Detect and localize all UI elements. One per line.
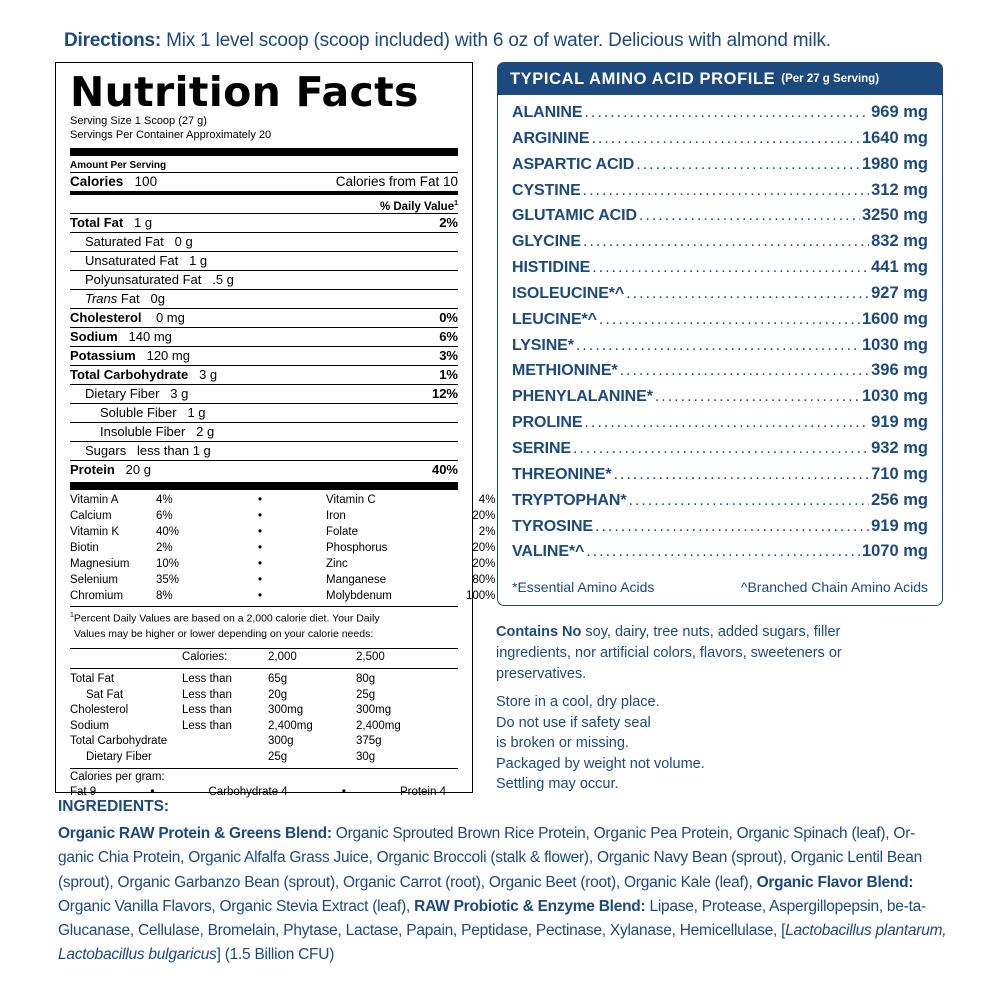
polyunsaturated-fat-row [70, 270, 458, 289]
amino-row [512, 517, 928, 543]
amino-value: 1600 mg [861, 309, 928, 328]
serving-size: Serving Size 1 Scoop (27 g) [70, 115, 207, 127]
dot-leader [584, 104, 869, 122]
amino-name: ISOLEUCINE*^ [512, 284, 625, 302]
total-carb-row [70, 365, 458, 384]
dv-table-cell: 25g [268, 750, 288, 763]
vitamin-name: Vitamin A [70, 494, 119, 506]
vitamin-value: 35% [156, 574, 180, 586]
dot-leader [636, 156, 860, 174]
cholesterol-amount: 0 mg [155, 310, 185, 325]
dv-table-cell: Less than [182, 673, 232, 685]
amino-value: 1030 mg [861, 387, 928, 406]
dietary-fiber-label: Dietary Fiber [85, 386, 160, 401]
protein-label: Protein [70, 462, 115, 477]
dot-leader [599, 311, 860, 329]
dot-leader [655, 388, 860, 406]
dv-table-cell: 30g [356, 750, 376, 763]
amino-row [512, 310, 928, 336]
bcaa-footnote: ^Branched Chain Amino Acids [740, 579, 928, 595]
footnote-sup: 1 [70, 612, 74, 619]
amino-row [512, 413, 928, 439]
bullet: • [258, 526, 263, 538]
soluble-fiber-label: Soluble Fiber [100, 405, 177, 420]
dv-table-cell: 2,400mg [356, 719, 401, 732]
dv-table-cell: Total Fat [70, 673, 115, 685]
vitamin-name: Phosphorus [326, 542, 388, 554]
amino-row [512, 284, 928, 310]
vitamin-name: Iron [326, 510, 346, 522]
amino-header [498, 63, 942, 95]
storage-line: Settling may occur. [496, 776, 619, 792]
amino-row [512, 232, 928, 258]
contains-label: Contains No [496, 624, 582, 640]
daily-value-sup: 1 [454, 200, 458, 207]
amino-value: 832 mg [871, 232, 928, 251]
dot-leader [583, 233, 869, 251]
directions-text: Mix 1 level scoop (scoop included) with 6 oz of water. Delicious with almond milk. [161, 30, 831, 51]
dv-header-cell: Calories: [182, 650, 228, 663]
vitamin-value: 20% [472, 558, 496, 570]
dv-table-cell: 300g [268, 735, 294, 747]
amino-name: GLYCINE [512, 233, 581, 251]
calories-row [70, 172, 458, 191]
nutrition-facts-panel [55, 62, 496, 798]
cpg-protein: Protein 4 [399, 786, 446, 798]
amino-row [512, 361, 928, 387]
vitamin-value: 2% [478, 526, 496, 538]
amino-value: 256 mg [871, 490, 928, 509]
dietary-fiber-dv: 12% [431, 386, 458, 401]
potassium-dv: 3% [439, 348, 458, 363]
amino-row [512, 103, 928, 129]
storage-notes [496, 692, 705, 795]
ingredients-tail: ] (1.5 Billion CFU) [216, 946, 335, 964]
protein-dv: 40% [431, 462, 458, 477]
total-carb-amount: 3 g [199, 367, 218, 382]
saturated-fat-amount: 0 g [174, 234, 193, 249]
amino-name: HISTIDINE [512, 259, 591, 277]
polyunsaturated-fat-label: Polyunsaturated Fat [85, 272, 202, 287]
total-fat-row [70, 213, 458, 232]
saturated-fat-row [70, 232, 458, 251]
vitamin-value: 100% [466, 590, 496, 602]
dot-leader [586, 543, 860, 561]
amino-name: GLUTAMIC ACID [512, 207, 637, 225]
dv-table-cell: 65g [268, 673, 288, 685]
bullet: • [258, 574, 263, 586]
dv-table-cell: Less than [182, 704, 232, 716]
amount-per-serving: Amount Per Serving [70, 160, 167, 171]
sodium-label: Sodium [70, 329, 118, 344]
vitamin-value: 40% [156, 526, 180, 538]
insoluble-fiber-amount: 2 g [196, 424, 215, 439]
dv-table-cell: Dietary Fiber [86, 750, 152, 763]
dv-table-cell: Less than [182, 688, 232, 701]
dot-leader [576, 337, 860, 355]
storage-line: Do not use if safety seal [496, 714, 651, 731]
cholesterol-row [70, 308, 458, 327]
directions [64, 30, 831, 52]
amino-name: LEUCINE*^ [512, 310, 597, 328]
amino-row [512, 155, 928, 181]
vitamin-name: Magnesium [70, 558, 130, 570]
dv-table-cell: Sat Fat [86, 688, 124, 701]
daily-value-label: % Daily Value [379, 200, 455, 213]
bullet: • [258, 558, 263, 570]
vitamin-name: Folate [326, 526, 358, 538]
amino-value: 927 mg [871, 283, 928, 302]
dv-table-cell: Total Carbohydrate [70, 735, 168, 747]
dv-table-cell: 300mg [268, 704, 304, 716]
vitamin-value: 10% [156, 558, 180, 570]
dot-leader [626, 285, 869, 303]
dv-header-cell: 2,500 [356, 650, 385, 663]
trans-fat-amount: 0g [150, 291, 165, 306]
dv-table-cell: 80g [356, 673, 376, 685]
potassium-amount: 120 mg [146, 348, 190, 363]
bullet: • [258, 542, 263, 554]
soluble-fiber-amount: 1 g [187, 405, 206, 420]
calories-per-gram: Calories per gram: [70, 771, 165, 783]
amino-footnotes [512, 579, 928, 595]
dv-table-cell: 300mg [356, 704, 392, 716]
vitamin-name: Zinc [326, 558, 348, 570]
amino-value: 441 mg [871, 258, 928, 277]
vitamin-value: 80% [472, 574, 496, 586]
dv-table-cell [182, 734, 268, 750]
dot-leader [613, 466, 869, 484]
dietary-fiber-amount: 3 g [170, 386, 189, 401]
amino-name: ASPARTIC ACID [512, 155, 635, 173]
cultures: Lactobacillus plantarum, Lactobacillus bulgaricus [58, 922, 947, 964]
amino-name: VALINE*^ [512, 543, 585, 561]
total-carb-label: Total Carbohydrate [70, 367, 189, 382]
unsaturated-fat-row [70, 251, 458, 270]
bullet: • [258, 510, 263, 522]
essential-footnote: *Essential Amino Acids [512, 579, 655, 595]
amino-row [512, 491, 928, 517]
amino-name: METHIONINE* [512, 362, 618, 380]
blend3-text: Lipase, Protease, Aspergillopepsin, be-ta-Glucanase, Cellulase, Bromelain, Phytase, Lactase, Papain, Peptidase, Pectinase, Xylanase, Hemicellulase, [ [58, 897, 926, 940]
soluble-fiber-row [70, 403, 458, 422]
contains-no [496, 622, 856, 685]
amino-value: 3250 mg [861, 206, 928, 225]
total-carb-dv: 1% [439, 367, 458, 382]
protein-row [70, 460, 458, 479]
dv-table [70, 669, 458, 765]
potassium-row [70, 346, 458, 365]
trans-fat-italic: Trans [85, 291, 118, 306]
dv-table-cell: Sodium [70, 719, 109, 732]
storage-line: is broken or missing. [496, 735, 629, 751]
cpg-fat: Fat 9 [70, 786, 97, 798]
dv-header-cell: 2,000 [268, 650, 297, 663]
amino-name: THREONINE* [512, 465, 612, 483]
dv-table-header [70, 649, 458, 666]
vitamin-value: 8% [156, 590, 173, 602]
amino-title: TYPICAL AMINO ACID PROFILE [510, 69, 776, 88]
vitamin-name: Biotin [70, 542, 99, 554]
vitamin-name: Molybdenum [326, 590, 392, 602]
amino-row [512, 387, 928, 413]
dot-leader [628, 492, 869, 510]
storage-line: Store in a cool, dry place. [496, 694, 660, 710]
amino-row [512, 258, 928, 284]
calories-value: 100 [134, 174, 158, 189]
dot-leader [639, 207, 860, 225]
amino-row [512, 129, 928, 155]
amino-value: 932 mg [871, 438, 928, 457]
polyunsaturated-fat-amount: .5 g [212, 272, 234, 287]
cpg-carb: Carbohydrate 4 [208, 786, 288, 798]
blend1-label: Organic RAW Protein & Greens Blend: [58, 825, 332, 842]
vitamin-value: 4% [478, 494, 496, 506]
vitamin-name: Chromium [70, 590, 124, 602]
amino-value: 919 mg [871, 516, 928, 535]
dot-leader [583, 182, 869, 200]
vitamin-name: Vitamin K [70, 526, 120, 538]
bullet: • [258, 590, 263, 602]
amino-value: 312 mg [871, 180, 928, 199]
insoluble-fiber-label: Insoluble Fiber [100, 424, 186, 439]
amino-value: 1070 mg [861, 542, 928, 561]
blend3-label: RAW Probiotic & Enzyme Blend: [414, 897, 646, 915]
cholesterol-label: Cholesterol [70, 310, 142, 325]
dv-table-cell [182, 750, 268, 766]
vitamin-name: Manganese [326, 574, 387, 586]
nutrition-facts-title: Nutrition Facts [70, 68, 419, 116]
amino-name: TYROSINE [512, 517, 593, 535]
directions-label: Directions: [64, 30, 162, 51]
amino-value: 396 mg [871, 361, 928, 380]
dot-leader [595, 518, 869, 536]
cholesterol-dv: 0% [439, 310, 458, 325]
vitamin-value: 6% [156, 510, 173, 522]
footnote-line2: Values may be higher or lower depending on your calorie needs: [74, 627, 374, 640]
amino-name: LYSINE* [512, 336, 574, 354]
potassium-label: Potassium [70, 348, 136, 363]
dietary-fiber-row [70, 384, 458, 403]
dv-table-cell: Less than [182, 719, 232, 732]
vitamin-name: Selenium [70, 574, 118, 586]
dv-table-cell: Cholesterol [70, 704, 129, 716]
sodium-dv: 6% [439, 329, 458, 344]
amino-subtitle: (Per 27 g Serving) [781, 73, 880, 85]
calories-from-fat: Calories from Fat 10 [335, 174, 458, 189]
sodium-row [70, 327, 458, 346]
blend2-label: Organic Flavor Blend: [756, 873, 914, 891]
amino-name: ALANINE [512, 104, 583, 121]
saturated-fat-label: Saturated Fat [85, 234, 164, 249]
vitamins-table [70, 492, 496, 604]
amino-name: TRYPTOPHAN* [512, 491, 627, 509]
amino-name: ARGININE [512, 129, 590, 147]
sodium-amount: 140 mg [128, 329, 172, 344]
vitamin-value: 2% [156, 542, 173, 554]
amino-value: 969 mg [871, 103, 928, 121]
dot-leader [584, 414, 869, 432]
dv-table-cell: 2,400mg [268, 719, 313, 732]
contains-text: soy, dairy, tree nuts, added sugars, filler ingredients, nor artificial colors, flavors, sweeteners or preservatives. [496, 624, 842, 682]
amino-value: 1980 mg [861, 154, 928, 173]
amino-value: 1030 mg [861, 335, 928, 354]
dv-table-cell: 25g [356, 688, 376, 701]
unsaturated-fat-amount: 1 g [189, 253, 208, 268]
footnote-line1: Percent Daily Values are based on a 2,000 calorie diet. Your Daily [73, 612, 380, 625]
vitamin-name: Calcium [70, 510, 112, 522]
servings-per-container: Servings Per Container Approximately 20 [70, 129, 272, 141]
trans-fat-label: Fat [117, 291, 140, 306]
dv-table-cell: 20g [268, 688, 288, 701]
divider [70, 148, 458, 156]
amino-acid-profile [497, 62, 943, 606]
divider [70, 482, 458, 490]
amino-row [512, 181, 928, 207]
amino-name: PROLINE [512, 414, 583, 432]
dot-leader [573, 440, 869, 458]
sugars-amount: less than 1 g [137, 443, 211, 458]
sugars-label: Sugars [85, 443, 127, 458]
calories-label: Calories [70, 174, 124, 189]
vitamin-value: 20% [472, 542, 496, 554]
amino-row [512, 336, 928, 362]
protein-amount: 20 g [125, 462, 151, 477]
bullet: • [258, 494, 263, 506]
ingredients-text [58, 822, 948, 968]
blend2-text: Organic Vanilla Flavors, Organic Stevia Extract (leaf), [58, 897, 415, 915]
vitamin-value: 20% [472, 510, 496, 522]
amino-value: 919 mg [871, 413, 928, 432]
amino-row [512, 542, 928, 568]
amino-name: SERINE [512, 439, 571, 457]
storage-line: Packaged by weight not volume. [496, 755, 705, 772]
blend1-text: Organic Sprouted Brown Rice Protein, Organic Pea Protein, Organic Spinach (leaf), Or-ganic Chia Protein, Organic Alfalfa Grass Juice, Organic Broccoli (stalk & flower), Organic Navy Bean (sprout), Organic Lentil Bean (sprout), Organic Garbanzo Bean (sprout), Organic Carrot (root), Organic Beet (root), Organic Kale (leaf), [58, 825, 923, 891]
amino-value: 1640 mg [861, 128, 928, 147]
dv-table-cell: 375g [356, 735, 382, 747]
trans-fat-row [70, 289, 458, 308]
total-fat-label: Total Fat [70, 215, 124, 230]
dv-header-cell [70, 650, 182, 666]
amino-name: PHENYLALANINE* [512, 388, 653, 406]
unsaturated-fat-label: Unsaturated Fat [85, 253, 179, 268]
bullet: • [150, 786, 155, 798]
bullet: • [341, 786, 346, 798]
dot-leader [592, 259, 869, 277]
amino-row [512, 465, 928, 491]
vitamin-value: 4% [156, 494, 173, 506]
ingredients-heading: INGREDIENTS: [58, 798, 170, 815]
dot-leader [620, 362, 870, 380]
dot-leader [591, 130, 860, 148]
daily-value-header [70, 195, 458, 213]
amino-row [512, 206, 928, 232]
sugars-row [70, 441, 458, 460]
insoluble-fiber-row [70, 422, 458, 441]
amino-row [512, 439, 928, 465]
amino-list [512, 103, 928, 568]
vitamin-name: Vitamin C [326, 494, 376, 506]
footnote [70, 607, 458, 642]
amino-name: CYSTINE [512, 181, 581, 199]
total-fat-dv: 2% [439, 215, 458, 230]
total-fat-amount: 1 g [134, 215, 153, 230]
amino-value: 710 mg [871, 464, 928, 483]
